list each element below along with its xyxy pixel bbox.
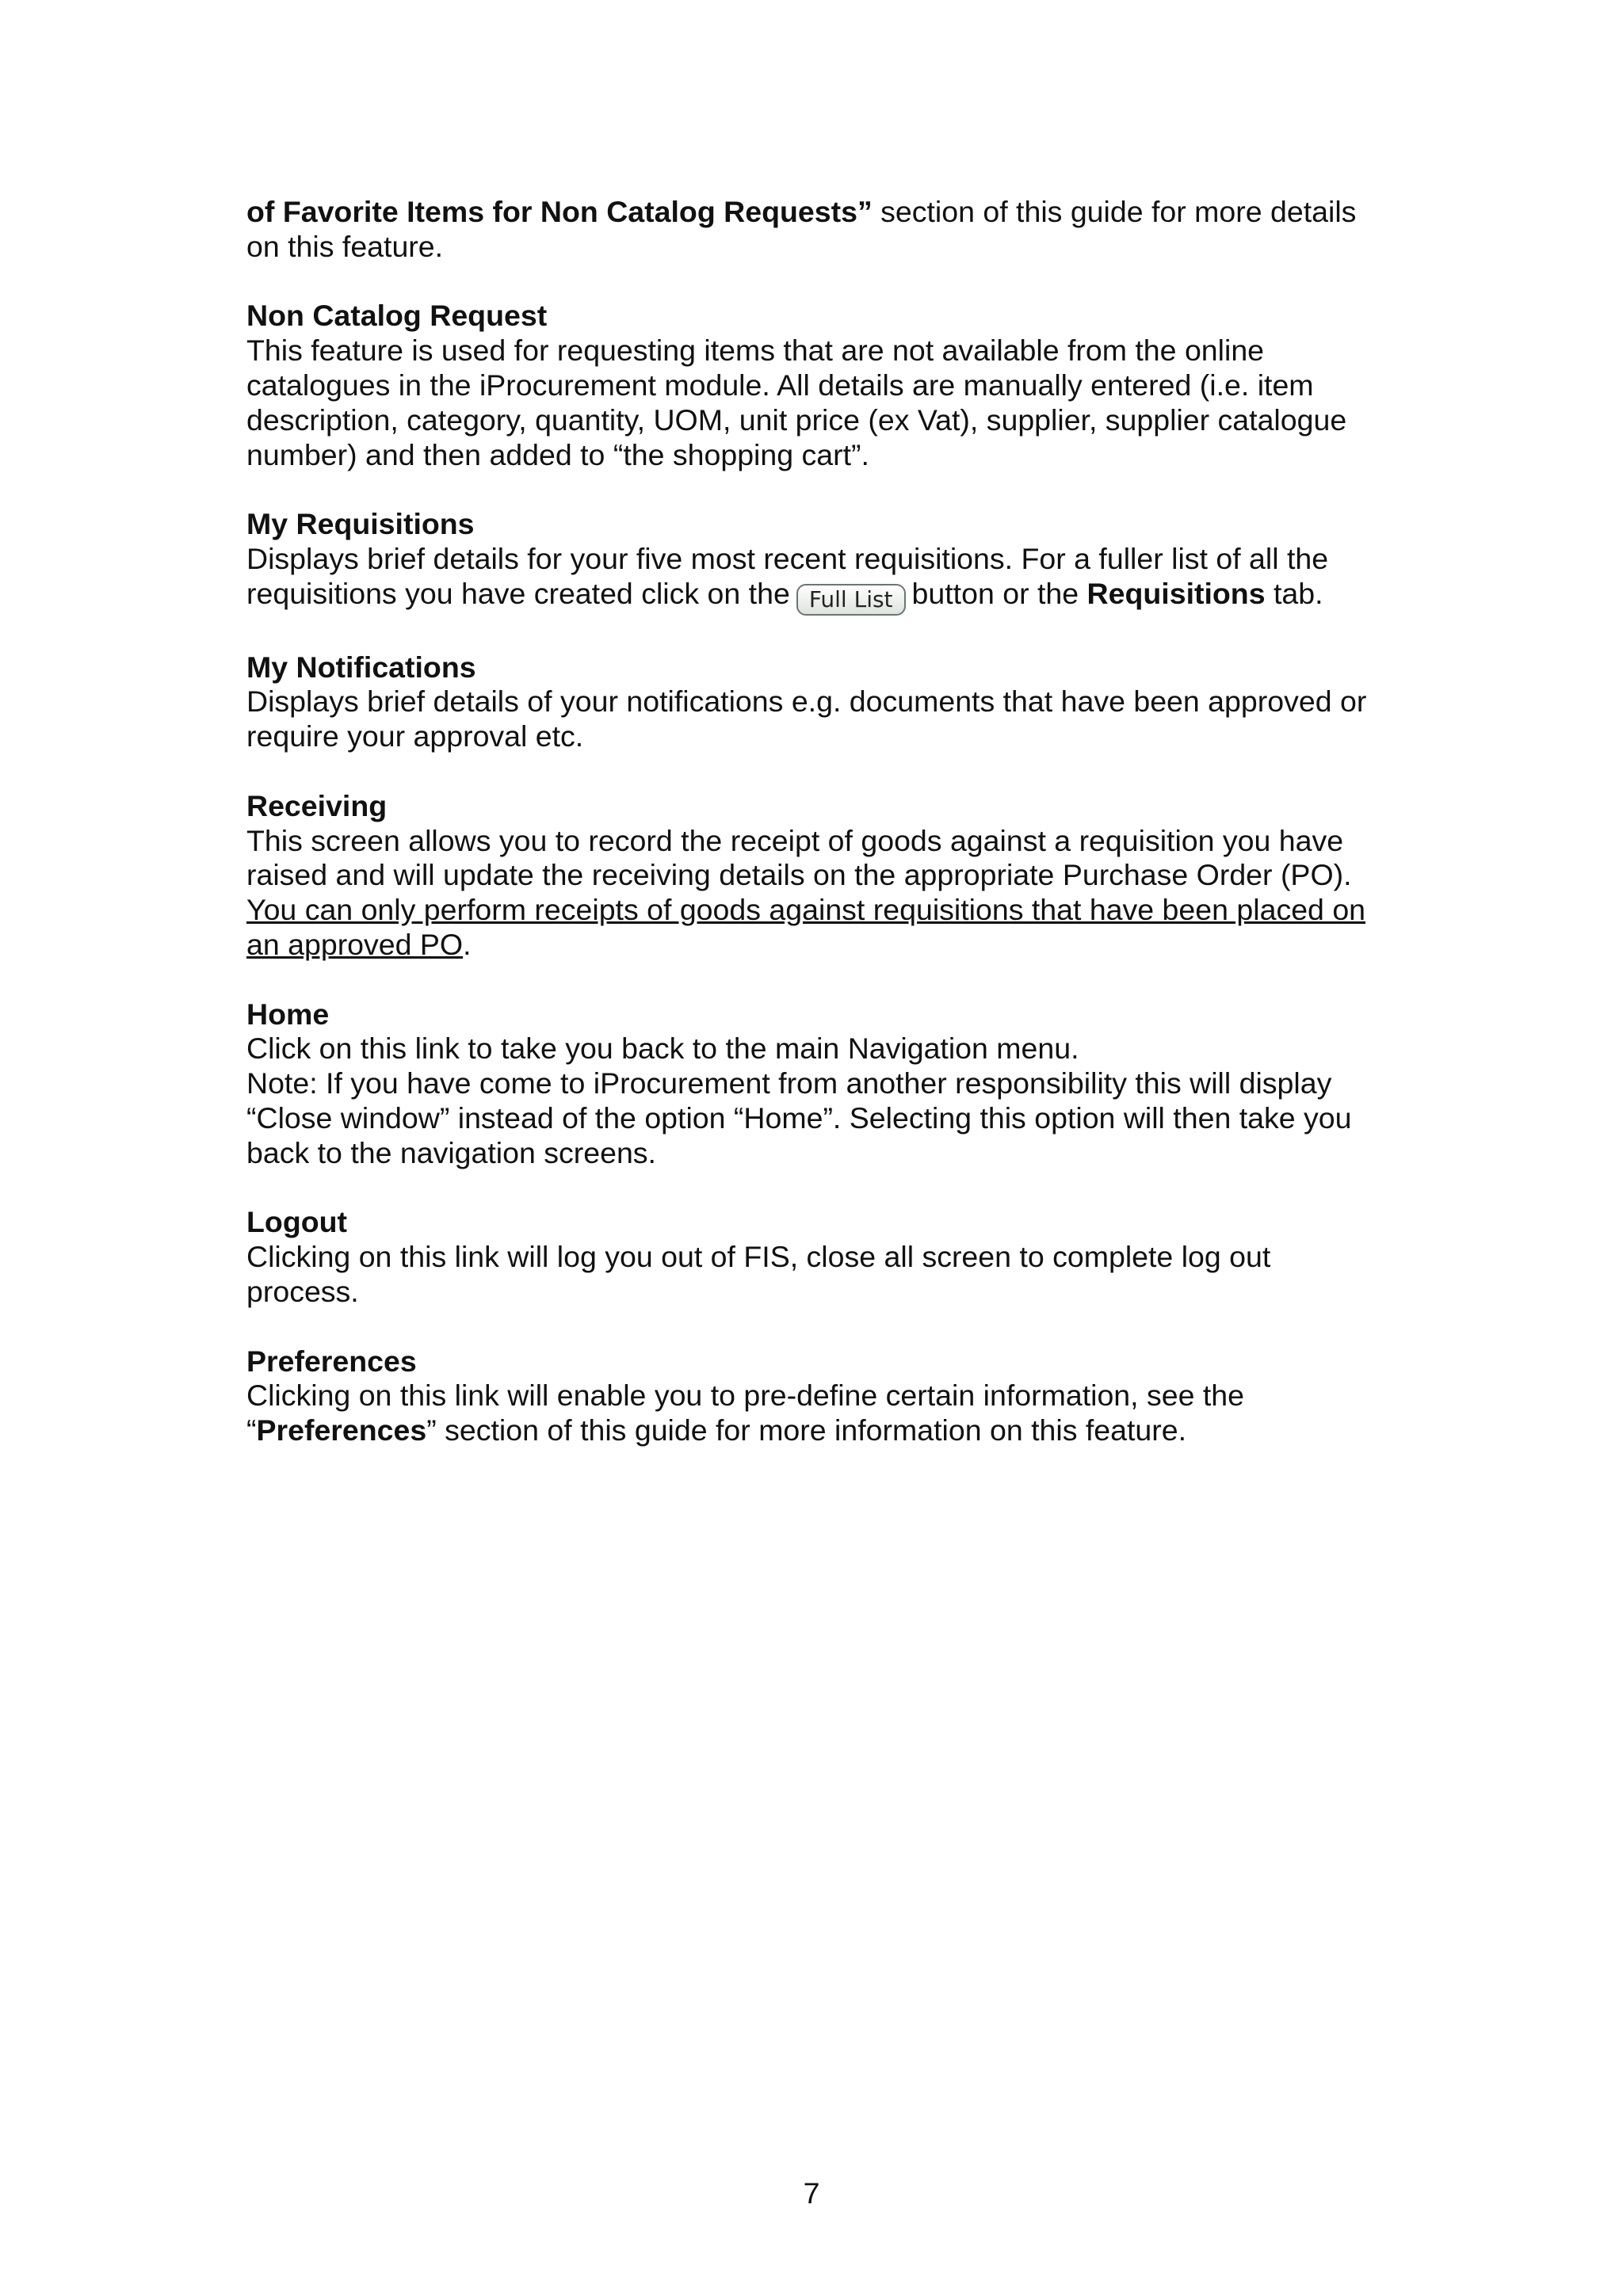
section-body xyxy=(246,824,1388,963)
body-text: tab. xyxy=(1265,576,1323,610)
section-my-notifications xyxy=(246,650,1388,754)
section-heading: My Notifications xyxy=(246,650,476,684)
section-body: Clicking on this link will log you out of FIS, close all screen to complete log out process. xyxy=(246,1240,1271,1308)
document-body xyxy=(246,195,1388,1448)
section-heading: Home xyxy=(246,997,330,1031)
body-text: This screen allows you to record the receipt of goods against a requisition you have raised and will update the receiving details on the appropriate Purchase Order (PO). xyxy=(246,823,1352,892)
section-heading: Preferences xyxy=(246,1344,417,1378)
body-text: ” section of this guide for more information on this feature. xyxy=(426,1413,1187,1447)
section-preferences xyxy=(246,1344,1388,1448)
section-heading: My Requisitions xyxy=(246,507,475,541)
section-note: Note: If you have come to iProcurement from another responsibility this will display “Close window” instead of the option “Home”. Selecting this option will then take you back to the navigation screens. xyxy=(246,1066,1352,1169)
requisitions-tab-reference: Requisitions xyxy=(1086,576,1266,610)
preferences-reference: Preferences xyxy=(256,1413,427,1447)
section-heading: Receiving xyxy=(246,788,388,822)
section-body xyxy=(246,542,1388,616)
intro-paragraph xyxy=(246,195,1388,265)
page-number: 7 xyxy=(803,2176,820,2210)
section-body-line: Click on this link to take you back to the main Navigation menu. xyxy=(246,1032,1079,1066)
body-text: button or the xyxy=(911,576,1087,610)
section-home xyxy=(246,997,1388,1171)
body-text: . xyxy=(463,927,472,961)
section-receiving xyxy=(246,789,1388,963)
intro-text: section of this guide for more details on this feature. xyxy=(246,195,1357,263)
section-body: Displays brief details of your notifications e.g. documents that have been approved or require your approval etc. xyxy=(246,685,1367,753)
intro-bold-reference: of Favorite Items for Non Catalog Requests” xyxy=(246,195,873,228)
section-non-catalog-request xyxy=(246,299,1388,472)
section-logout xyxy=(246,1205,1388,1309)
underlined-note: You can only perform receipts of goods against requisitions that have been placed on an approved PO xyxy=(246,893,1366,961)
body-text: Clicking on this link will enable you to pre-define certain information, see the “ xyxy=(246,1379,1244,1447)
section-my-requisitions xyxy=(246,507,1388,616)
section-heading: Logout xyxy=(246,1205,348,1239)
section-body xyxy=(246,1379,1388,1448)
body-text: Displays brief details for your five most recent requisitions. For a fuller list of all the requisitions you have created click on the xyxy=(246,541,1329,610)
full-list-button[interactable]: Full List xyxy=(796,584,906,616)
section-body: This feature is used for requesting items that are not available from the online catalogues in the iProcurement module. All details are manually entered (i.e. item description, category, quantity, UOM, unit price (ex Vat), supplier, supplier catalogue number) and then added to “the shopping cart”. xyxy=(246,334,1347,471)
section-heading: Non Catalog Request xyxy=(246,299,548,333)
